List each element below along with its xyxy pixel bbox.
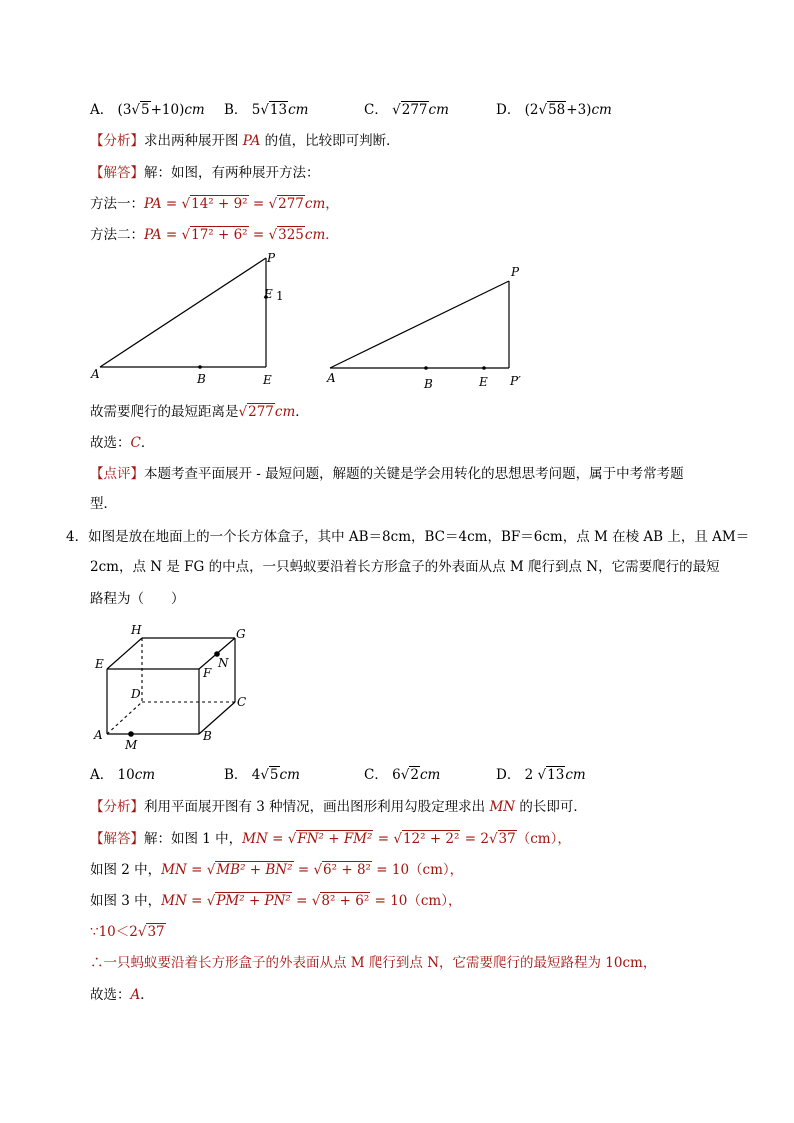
radical-sign: √ <box>537 767 547 783</box>
label-E: E <box>479 375 488 389</box>
equation-lhs: PA <box>144 227 162 243</box>
point-M <box>128 731 134 737</box>
result-text: 10 <box>390 893 408 909</box>
radicand: 12² + 2² <box>402 831 460 847</box>
label-D: D <box>131 687 141 701</box>
because-text: ∵10＜2 <box>90 924 138 940</box>
answer-tag: 【解答】 <box>90 165 144 181</box>
radical-sign: √ <box>268 196 278 212</box>
radical-sign: √ <box>287 831 297 847</box>
q4-option-c <box>364 765 440 785</box>
radicand: 14² + 9² <box>191 196 248 212</box>
radical-sign: √ <box>137 924 147 940</box>
analysis-text: 的值，比较即可判断． <box>260 133 400 149</box>
unit: cm <box>428 102 449 118</box>
radical-sign: √ <box>313 862 323 878</box>
question-number: 4． <box>66 529 89 545</box>
radicand: MB² + BN² <box>216 862 293 878</box>
unit: cm <box>304 227 326 243</box>
analysis-tag: 【分析】 <box>90 133 144 149</box>
q4-option-d <box>496 765 586 785</box>
option-text: +10) <box>150 102 185 118</box>
q4-choose <box>90 985 154 1005</box>
answer-text: 解：如图 1 中， <box>144 831 243 847</box>
choose-text: 故选： <box>90 987 131 1003</box>
comment-text: 型． <box>90 496 117 512</box>
label-H: H <box>131 623 142 637</box>
label-E1: E <box>264 287 273 301</box>
unit: cm <box>565 767 586 783</box>
q4-option-a <box>90 765 155 785</box>
radicand: 58 <box>548 102 566 118</box>
radical-sign: √ <box>260 767 269 783</box>
option-text: 10 <box>117 767 135 783</box>
label-C: C <box>237 695 247 709</box>
choose-end: ． <box>140 435 155 451</box>
option-label: C． <box>364 102 388 118</box>
option-label: B． <box>224 767 248 783</box>
choose-text: 故选： <box>90 435 131 451</box>
radical-sign: √ <box>206 862 216 878</box>
analysis-tag: 【分析】 <box>90 799 144 815</box>
equation-lhs: PA <box>144 196 162 212</box>
label-B: B <box>424 377 433 391</box>
option-text: +3) <box>566 102 592 118</box>
choose-answer: C <box>130 435 141 451</box>
radicand: 13 <box>269 102 288 118</box>
radicand: 8² + 6² <box>321 893 370 909</box>
question-text: 路程为（ ） <box>90 591 185 607</box>
result-text: 2 <box>480 831 489 847</box>
q4-analysis <box>90 797 587 817</box>
unit: （cm）， <box>407 893 462 909</box>
radical-sign: √ <box>268 227 278 243</box>
radicand: 6² + 8² <box>323 862 371 878</box>
label-G: G <box>236 627 246 641</box>
radicand: 325 <box>278 227 304 243</box>
question-text: 2cm，点 N 是 FG 的中点，一只蚂蚁要沿着长方形盒子的外表面从点 M 爬行到点 N，它需要爬行的最短 <box>90 559 720 575</box>
radicand: 37 <box>498 831 516 847</box>
equation-lhs: MN <box>161 893 187 909</box>
option-label: C． <box>364 767 388 783</box>
label-M: M <box>125 738 138 752</box>
radical-sign: √ <box>181 196 191 212</box>
unit: cm <box>134 767 156 783</box>
conclusion-text: 故需要爬行的最短距离是 <box>90 404 239 420</box>
unit: （cm）， <box>409 862 464 878</box>
unit: cm <box>419 767 441 783</box>
label-E: E <box>95 657 104 671</box>
option-text: (2 <box>524 102 539 118</box>
radicand: 277 <box>401 102 428 118</box>
label-F: F <box>203 666 212 680</box>
radicand: FN² + FM² <box>297 831 373 847</box>
unit: cm <box>274 404 296 420</box>
radicand: 13 <box>547 767 565 783</box>
therefore-text: ∴一只蚂蚁要沿着长方形盒子的外表面从点 M 爬行到点 N，它需要爬行的最短路程为 10cm， <box>90 955 657 971</box>
q3-method-1: 方法一：PA = √14² + 9² = √277cm， <box>90 196 339 212</box>
radicand: 37 <box>147 924 165 940</box>
option-text: 6 <box>392 767 401 783</box>
unit: cm <box>288 102 309 118</box>
radicand: 277 <box>248 404 274 420</box>
result-text: 10 <box>391 862 410 878</box>
label-A: A <box>94 728 103 742</box>
q4-answer-fig3: 如图 3 中，MN = √PM² + PN² = √8² + 6² = 10（cm）， <box>90 893 462 909</box>
option-label: D． <box>496 102 521 118</box>
q4-because <box>90 922 166 942</box>
radicand: PM² + PN² <box>216 893 291 909</box>
analysis-text: 求出两种展开图 <box>144 133 243 149</box>
comment-text: 本题考查平面展开 - 最短问题，解题的关键是学会用转化的思想思考问题，属于中考常考题 <box>144 466 684 482</box>
method-label: 方法二： <box>90 227 144 243</box>
radicand: 277 <box>278 196 304 212</box>
radical-sign: √ <box>260 102 269 118</box>
radical-sign: √ <box>538 102 548 118</box>
label-B: B <box>197 372 206 386</box>
option-label: A． <box>90 767 114 783</box>
radical-sign: √ <box>311 893 321 909</box>
q4-answer-fig2: 如图 2 中，MN = √MB² + BN² = √6² + 8² = 10（cm）， <box>90 862 464 878</box>
radical-sign: √ <box>392 102 401 118</box>
unit: cm <box>591 102 612 118</box>
label-A: A <box>91 367 100 381</box>
radical-sign: √ <box>393 831 402 847</box>
option-label: A． <box>90 102 114 118</box>
answer-text: 如图 2 中， <box>90 862 162 878</box>
answer-tag: 【解答】 <box>90 831 144 847</box>
equation-lhs: MN <box>161 862 187 878</box>
unit: cm <box>184 102 205 118</box>
radicand: 17² + 6² <box>191 227 248 243</box>
analysis-var: PA <box>242 133 261 149</box>
label-B: B <box>203 729 212 743</box>
label-E: E <box>263 373 272 387</box>
equation-lhs: MN <box>242 831 268 847</box>
comment-tag: 【点评】 <box>90 466 144 482</box>
q4-answer-fig1: 【解答】解：如图 1 中，MN = √FN² + FM² = √12² + 2² = 2√37（cm）， <box>90 831 571 847</box>
option-label: B． <box>224 102 248 118</box>
radicand: 5 <box>141 102 150 118</box>
answer-text: 如图 3 中， <box>90 893 162 909</box>
option-text: 4 <box>251 767 261 783</box>
label-N: N <box>218 656 229 670</box>
q4-option-b <box>224 765 300 785</box>
radicand: 2 <box>410 767 419 783</box>
option-label: D． <box>496 767 521 783</box>
radical-sign: √ <box>238 404 248 420</box>
label-A: A <box>327 371 336 385</box>
radical-sign: √ <box>206 893 216 909</box>
radical-sign: √ <box>181 227 191 243</box>
conclusion-end: ． <box>295 404 309 420</box>
choose-answer: A <box>130 987 141 1003</box>
analysis-text: 利用平面展开图有 3 种情况，画出图形利用勾股定理求出 <box>144 799 490 815</box>
radicand: 5 <box>269 767 279 783</box>
unit: cm <box>304 196 326 212</box>
unit: （cm）， <box>516 831 571 847</box>
q4-therefore <box>90 953 656 973</box>
q3-method-2: 方法二：PA = √17² + 6² = √325cm． <box>90 227 339 243</box>
method-label: 方法一： <box>90 196 144 212</box>
radical-sign: √ <box>131 102 141 118</box>
label-E1-subscript: 1 <box>276 289 284 303</box>
answer-text: 解：如图，有两种展开方法： <box>144 165 320 181</box>
choose-end: ． <box>140 987 154 1003</box>
label-P-prime: P′ <box>510 374 521 388</box>
option-text: (3 <box>117 102 132 118</box>
radical-sign: √ <box>488 831 498 847</box>
question-text: 如图是放在地面上的一个长方体盒子，其中 AB＝8cm，BC＝4cm，BF＝6cm，点 M 在棱 AB 上，且 AM＝ <box>88 529 750 545</box>
label-P: P <box>267 251 276 265</box>
unit: cm <box>279 767 300 783</box>
label-P: P <box>511 265 520 279</box>
radical-sign: √ <box>400 767 410 783</box>
analysis-text: 的长即可． <box>515 799 587 815</box>
option-text: 5 <box>251 102 261 118</box>
option-text: 2 <box>524 767 538 783</box>
analysis-var: MN <box>489 799 516 815</box>
